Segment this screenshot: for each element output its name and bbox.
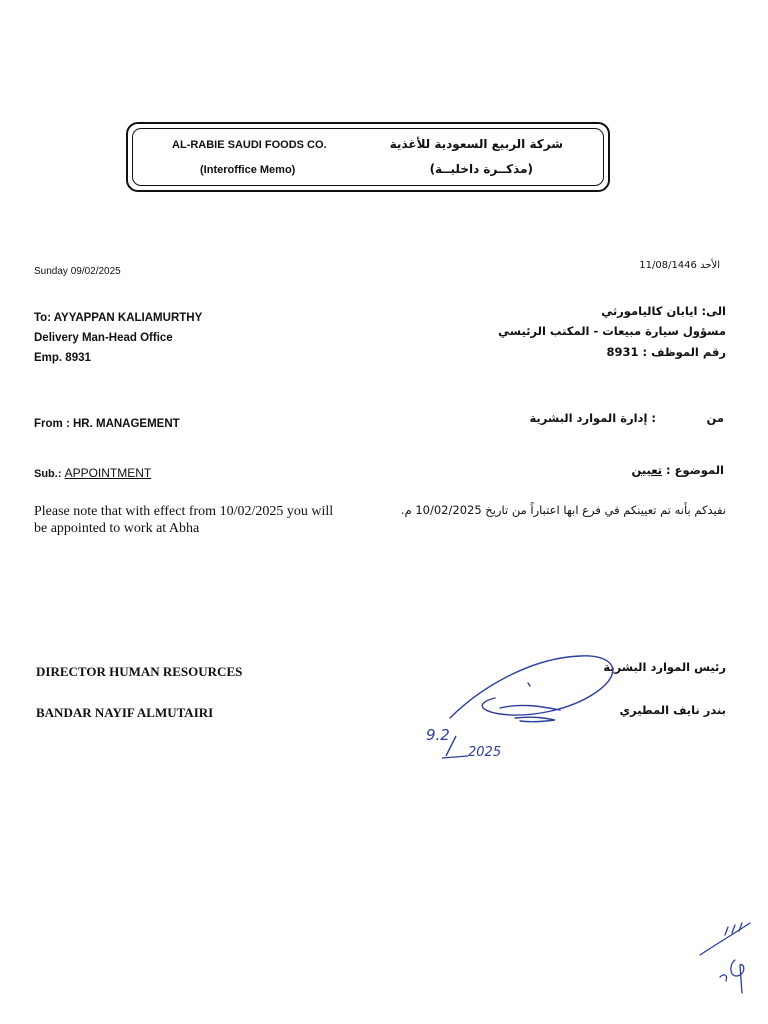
date-arabic-day: الأحد xyxy=(700,260,720,271)
recipient-emp-en: Emp. 8931 xyxy=(34,352,91,364)
signatory-name-ar: بندر نايف المطيري xyxy=(619,703,726,717)
svg-text:9.2: 9.2 xyxy=(426,726,450,744)
subject-line-ar xyxy=(631,463,724,477)
date-arabic-value: 11/08/1446 xyxy=(639,260,697,271)
company-name-ar: شركة الربيع السعودية للأغذية xyxy=(389,137,563,151)
from-label-ar: من xyxy=(706,411,724,425)
signatory-title-en: DIRECTOR HUMAN RESOURCES xyxy=(36,664,243,679)
subject-line-en xyxy=(34,466,151,480)
svg-text:2025: 2025 xyxy=(468,745,502,760)
memo-type-ar: (مذكــرة داخليــة) xyxy=(429,162,533,176)
body-text-en-line1: Please note that with effect from 10/02/2025 you will xyxy=(34,504,334,519)
signatory-title-ar: رئيس الموارد البشرية xyxy=(603,660,726,674)
subject-value-ar: تعيين xyxy=(631,463,663,477)
subject-label-en: Sub.: xyxy=(34,468,62,480)
from-label-en: From : xyxy=(34,418,70,430)
signatory-name-en: BANDAR NAYIF ALMUTAIRI xyxy=(36,705,214,720)
recipient-name-en: To: AYYAPPAN KALIAMURTHY xyxy=(34,312,203,324)
body-text-en-line2: be appointed to work at Abha xyxy=(34,521,200,536)
recipient-emp-ar-label: رقم الموظف : xyxy=(642,345,726,359)
recipient-position-ar: مسؤول سيارة مبيعات - المكتب الرئيسي xyxy=(498,324,726,338)
body-text-ar: نفيدكم بأنه تم تعيينكم في فرع ابها اعتباراً من تاريخ 10/02/2025 م. xyxy=(400,503,726,517)
memo-type-en: (Interoffice Memo) xyxy=(200,164,296,176)
recipient-position-en: Delivery Man-Head Office xyxy=(34,332,173,344)
memo-header-box xyxy=(126,122,610,192)
handwritten-date xyxy=(426,726,501,760)
recipient-emp-ar-number: 8931 xyxy=(606,345,639,359)
from-value-ar: : إدارة الموارد البشرية xyxy=(529,411,656,425)
signature-graphic xyxy=(420,648,630,768)
from-line-en xyxy=(34,414,180,434)
subject-label-ar: الموضوع : xyxy=(666,463,724,477)
initials-mark-graphic xyxy=(690,905,760,1000)
from-value-en: HR. MANAGEMENT xyxy=(72,418,180,430)
recipient-name-ar: الى: ايابان كاليامورثي xyxy=(601,304,726,318)
date-arabic xyxy=(639,260,720,271)
subject-value-en: APPOINTMENT xyxy=(64,466,152,480)
date-english: Sunday 09/02/2025 xyxy=(34,266,121,277)
company-name-en: AL-RABIE SAUDI FOODS CO. xyxy=(172,139,327,151)
recipient-emp-ar xyxy=(606,345,726,359)
